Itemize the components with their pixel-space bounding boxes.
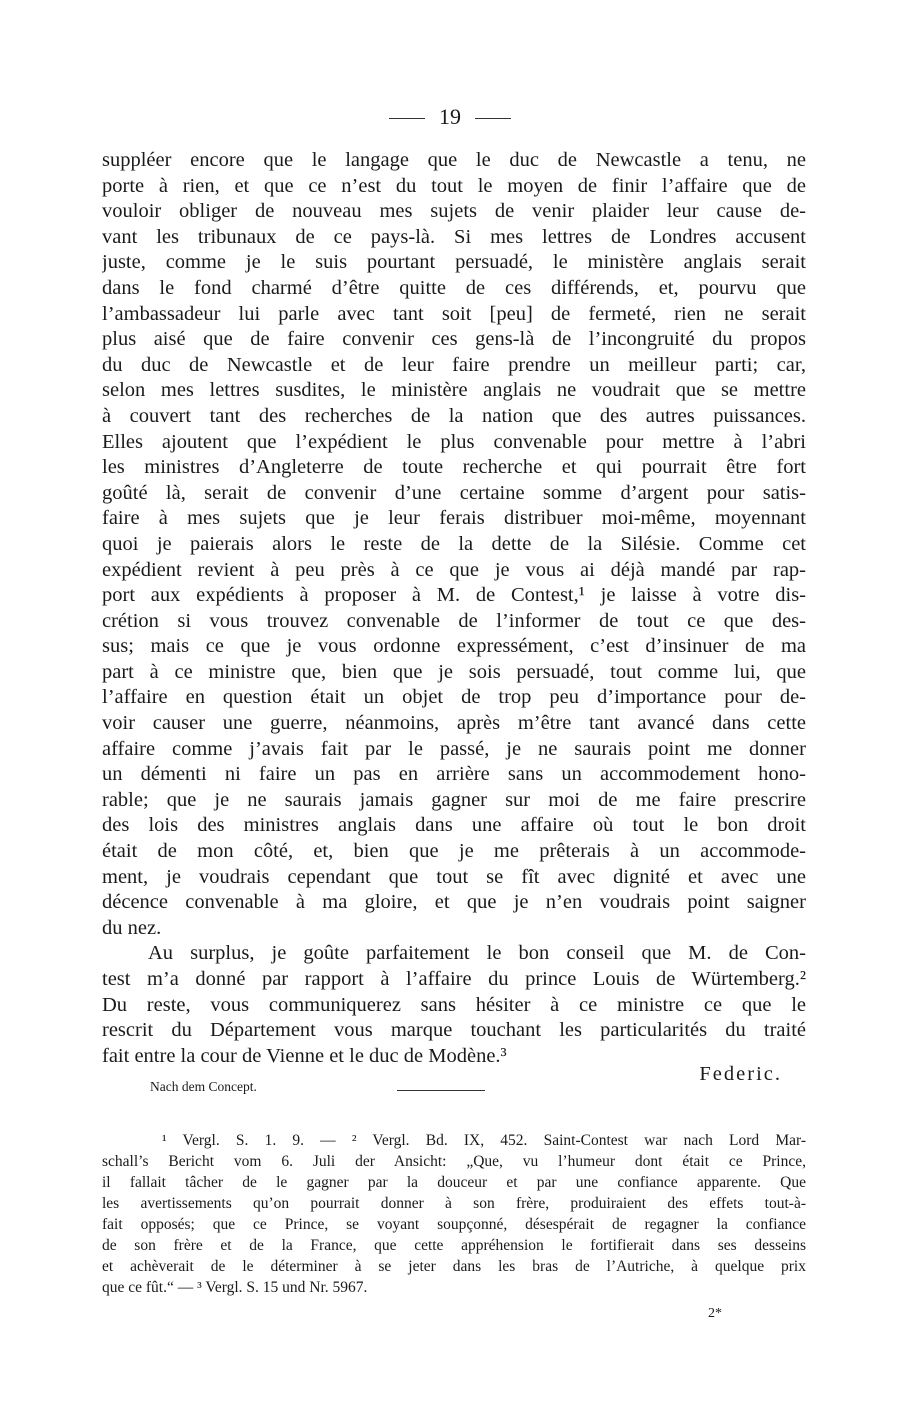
text-line: l’ambassadeur lui parle avec tant soit [peu] de fermeté, rien ne serait	[102, 302, 806, 325]
text-line: plus aisé que de faire convenir ces gens-là de l’incongruité du propos	[102, 328, 806, 351]
text-line: porte à rien, et que ce n’est du tout le moyen de finir l’affaire que de	[102, 174, 806, 197]
text-line: sus; mais ce que je vous ordonne expressément, c’est d’insinuer de ma	[102, 635, 806, 658]
page-number	[0, 104, 900, 130]
text-line: rable; que je ne saurais jamais gagner sur moi de me faire prescrire	[102, 788, 806, 811]
paragraph-1	[102, 148, 806, 941]
text-line: Du reste, vous communiquerez sans hésiter à ce ministre ce que le	[102, 993, 806, 1016]
sheet-signature-mark: 2*	[708, 1306, 722, 1321]
text-line: test m’a donné par rapport à l’affaire du prince Louis de Würtemberg.²	[102, 968, 806, 990]
footnote-line: schall’s Bericht vom 6. Juli der Ansicht: „Que, vu l’humeur dont était ce Prince,	[102, 1153, 806, 1170]
paragraph-2	[102, 941, 806, 1069]
text-line: les ministres d’Angleterre de toute recherche et qui pourrait être fort	[102, 456, 806, 479]
text-line: vouloir obliger de nouveau mes sujets de venir plaider leur cause de-	[102, 200, 806, 223]
text-line: vant les tribunaux de ce pays-là. Si mes lettres de Londres accusent	[102, 225, 806, 248]
text-line: port aux expédients à proposer à M. de Contest,¹ je laisse à votre dis-	[102, 584, 806, 607]
footnote-line: il fallait tâcher de le gagner par la douceur et par une confiance apparente. Que	[102, 1174, 806, 1191]
text-line: fait entre la cour de Vienne et le duc de Modène.³	[102, 1044, 507, 1067]
text-line: crétion si vous trouvez convenable de l’informer de tout ce que des-	[102, 609, 806, 632]
text-line: dans le fond charmé d’être quitte de ces différends, et, pourvu que	[102, 276, 806, 299]
text-line: suppléer encore que le langage que le duc de Newcastle a tenu, ne	[102, 149, 806, 171]
text-line: décence convenable à ma gloire, et que je n’en voudrais point saigner	[102, 891, 806, 914]
text-line: ment, je voudrais cependant que tout se fît avec dignité et avec une	[102, 865, 806, 888]
text-line: part à ce ministre que, bien que je sois persuadé, tout comme lui, que	[102, 660, 806, 683]
signoff-row	[102, 1063, 806, 1097]
footnote-line: et achèverait de le déterminer à se jeter dans les bras de l’Autriche, à quelque prix	[102, 1258, 806, 1275]
text-line: Elles ajoutent que l’expédient le plus convenable pour mettre à l’abri	[102, 430, 806, 453]
footnote-line: ¹ Vergl. S. 1. 9. — ² Vergl. Bd. IX, 452. Saint-Contest war nach Lord Mar-	[162, 1132, 806, 1149]
text-line: l’affaire en question était un objet de trop peu d’importance pour de-	[102, 686, 806, 709]
source-note: Nach dem Concept.	[150, 1079, 257, 1095]
text-line: voir causer une guerre, néanmoins, après m’être tant avancé dans cette	[102, 712, 806, 735]
page-number-dash-right	[475, 118, 511, 119]
footnote-line: les avertissements qu’on pourrait donner à son frère, produiraient des effets tout-à-	[102, 1195, 806, 1212]
text-line: à couvert tant des recherches de la nation que des autres puissances.	[102, 404, 806, 427]
text-line: quoi je paierais alors le reste de la dette de la Silésie. Comme cet	[102, 532, 806, 555]
page-number-value: 19	[439, 104, 461, 129]
text-line: un démenti ni faire un pas en arrière sans un accommodement hono-	[102, 763, 806, 786]
footnotes	[102, 1130, 806, 1298]
text-line: juste, comme je le suis pourtant persuadé, le ministère anglais serait	[102, 251, 806, 274]
footnote-line: fait opposés; que ce Prince, se voyant soupçonné, désespérait de regagner la confiance	[102, 1216, 806, 1233]
page-number-dash-left	[389, 118, 425, 119]
text-line: était de mon côté, et, bien que je me prêterais à un accommode-	[102, 840, 806, 863]
text-line: du nez.	[102, 916, 162, 939]
text-line: goûté là, serait de convenir d’une certaine somme d’argent pour satis-	[102, 481, 806, 504]
text-line: des lois des ministres anglais dans une affaire où tout le bon droit	[102, 814, 806, 837]
footnote-line: que ce fût.“ — ³ Vergl. S. 15 und Nr. 5967.	[102, 1279, 368, 1296]
footnote-line: de son frère et de la France, que cette appréhension le fortifierait dans ses desseins	[102, 1237, 806, 1254]
signature: Federic.	[699, 1063, 782, 1086]
text-line: expédient revient à peu près à ce que je vous ai déjà mandé par rap-	[102, 558, 806, 581]
text-line: selon mes lettres susdites, le ministère anglais ne voudrait que se mettre	[102, 379, 806, 402]
text-line: faire à mes sujets que je leur ferais distribuer moi-même, moyennant	[102, 507, 806, 530]
footnote-separator	[397, 1090, 485, 1091]
text-line: Au surplus, je goûte parfaitement le bon conseil que M. de Con-	[148, 942, 806, 965]
body-text	[102, 148, 806, 1097]
text-line: rescrit du Département vous marque touchant les particularités du traité	[102, 1019, 806, 1042]
text-line: affaire comme j’avais fait par le passé, je ne saurais point me donner	[102, 737, 806, 760]
text-line: du duc de Newcastle et de leur faire prendre un meilleur parti; car,	[102, 353, 806, 376]
